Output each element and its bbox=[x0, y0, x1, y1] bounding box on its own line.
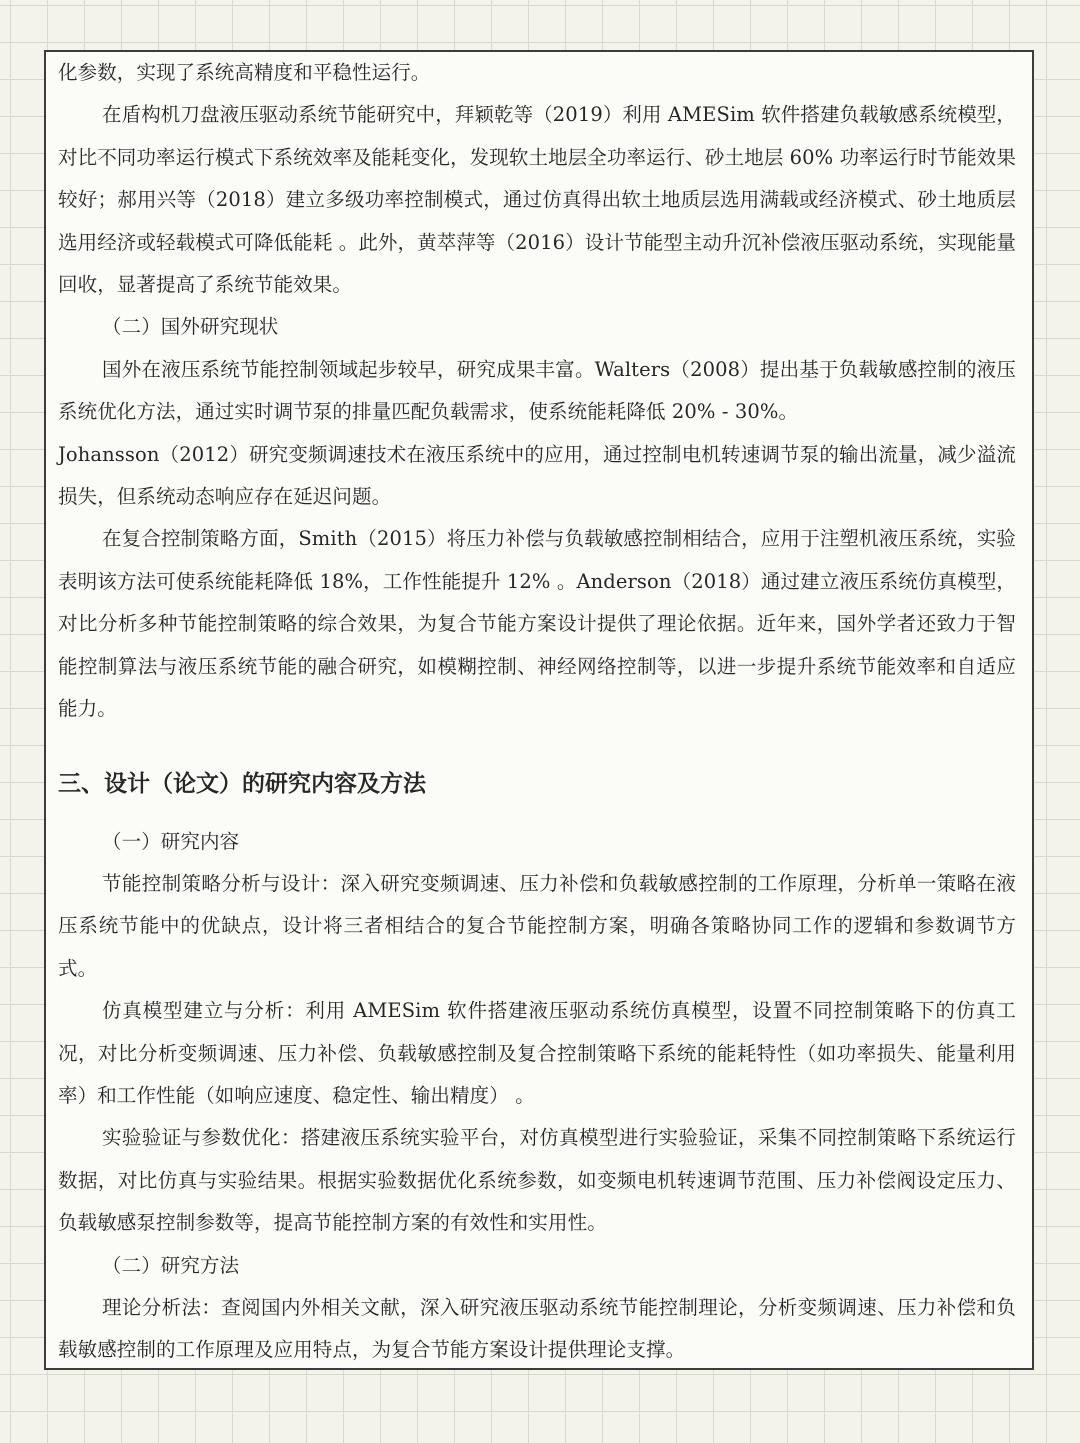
spacer bbox=[58, 805, 1016, 821]
document-page bbox=[44, 50, 1034, 1370]
subheading-foreign-research: （二）国外研究现状 bbox=[102, 315, 279, 339]
paragraph-continuation: 化参数，实现了系统高精度和平稳性运行。 bbox=[58, 61, 431, 84]
paragraph-strategy-design: 节能控制策略分析与设计：深入研究变频调速、压力补偿和负载敏感控制的工作原理，分析单一策略在液压系统节能中的优缺点，设计将三者相结合的复合节能控制方案，明确各策略协同工作的逻辑和参数调节方式。 bbox=[58, 871, 1016, 980]
subheading-research-content: （一）研究内容 bbox=[102, 829, 240, 853]
paragraph-shield-machine: 在盾构机刀盘液压驱动系统节能研究中，拜颖乾等（2019）利用 AMESim 软件搭建负载敏感系统模型，对比不同功率运行模式下系统效率及能耗变化，发现软土地层全功率运行、砂土地层 60% 功率运行时节能效果较好；郝用兴等（2018）建立多级功率控制模式，通过仿真得出软土地质层选用满载或经济模式、砂土地质层选用经济或轻载模式可降低能耗 。此外，黄萃萍等（2016）设计节能型主动升沉补偿液压驱动系统，实现能量回收，显著提高了系统节能效果。 bbox=[58, 103, 1016, 297]
paragraph-composite-control: 在复合控制策略方面，Smith（2015）将压力补偿与负载敏感控制相结合，应用于注塑机液压系统，实验表明该方法可使系统能耗降低 18%，工作性能提升 12% 。Anderson（2018）通过建立液压系统仿真模型，对比分析多种节能控制策略的综合效果，为复合节能方案设计提供了理论依据。近年来，国外学者还致力于智能控制算法与液压系统节能的融合研究，如模糊控制、神经网络控制等，以进一步提升系统节能效率和自适应能力。 bbox=[58, 527, 1016, 721]
paragraph-theory-analysis: 理论分析法：查阅国内外相关文献，深入研究液压驱动系统节能控制理论，分析变频调速、压力补偿和负载敏感控制的工作原理及应用特点，为复合节能方案设计提供理论支撑。 bbox=[58, 1295, 1016, 1362]
paragraph-experiment: 实验验证与参数优化：搭建液压系统实验平台，对仿真模型进行实验验证，采集不同控制策略下系统运行数据，对比仿真与实验结果。根据实验数据优化系统参数，如变频电机转速调节范围、压力补偿阀设定压力、负载敏感泵控制参数等，提高节能控制方案的有效性和实用性。 bbox=[58, 1126, 1016, 1235]
paragraph-foreign-2: Johansson（2012）研究变频调速技术在液压系统中的应用，通过控制电机转速调节泵的输出流量，减少溢流损失，但系统动态响应存在延迟问题。 bbox=[58, 442, 1016, 509]
paragraph-simulation: 仿真模型建立与分析：利用 AMESim 软件搭建液压驱动系统仿真模型，设置不同控制策略下的仿真工况，对比分析变频调速、压力补偿、负载敏感控制及复合控制策略下系统的能耗特性（如功率损失、能量利用率）和工作性能（如响应速度、稳定性、输出精度） 。 bbox=[58, 999, 1016, 1107]
document-body bbox=[58, 52, 1016, 1370]
subheading-research-method: （二）研究方法 bbox=[102, 1253, 240, 1277]
section-heading-3: 三、设计（论文）的研究内容及方法 bbox=[58, 769, 426, 797]
spacer bbox=[58, 731, 1016, 763]
paragraph-foreign-1: 国外在液压系统节能控制领域起步较早，研究成果丰富。Walters（2008）提出基于负载敏感控制的液压系统优化方法，通过实时调节泵的排量匹配负载需求，使系统能耗降低 20% - 30%。 bbox=[58, 357, 1016, 424]
